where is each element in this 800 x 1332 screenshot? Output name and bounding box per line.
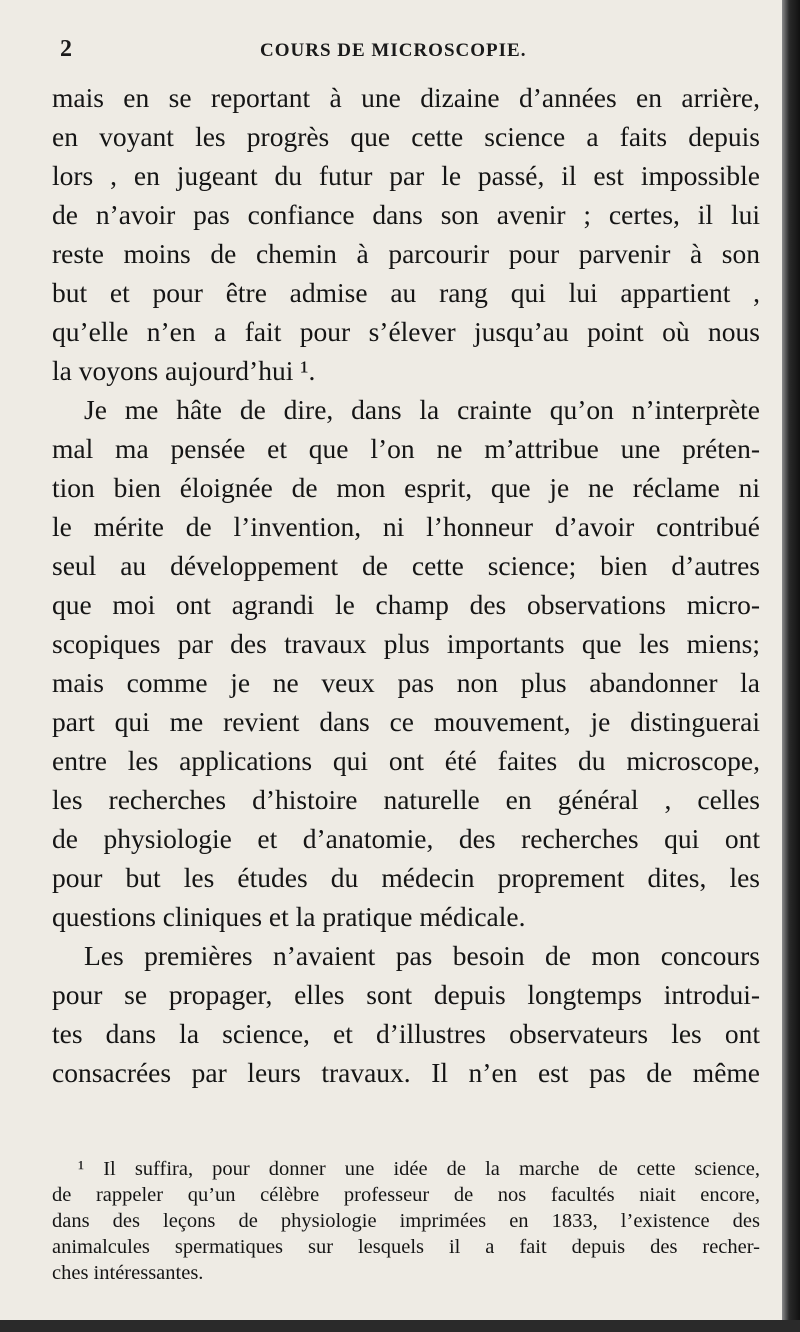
- page-header: [50, 36, 760, 66]
- footnote-line: animalcules spermatiques sur lesquels il a fait depuis des recher-: [52, 1236, 760, 1258]
- footnote-line: ches intéressantes.: [52, 1262, 204, 1284]
- footnote-line: ¹ Il suffira, pour donner une idée de la marche de cette science,: [78, 1158, 760, 1180]
- text-line: scopiques par des travaux plus importants que les miens;: [52, 628, 760, 659]
- text-line: les recherches d’histoire naturelle en général , celles: [52, 784, 760, 815]
- text-line: Je me hâte de dire, dans la crainte qu’on n’interprète: [84, 394, 760, 425]
- text-line: en voyant les progrès que cette science a faits depuis: [52, 121, 760, 152]
- page-number: 2: [60, 36, 72, 62]
- body-text: [52, 78, 760, 1092]
- page-bottom-edge: [0, 1320, 800, 1332]
- text-line: Les premières n’avaient pas besoin de mon concours: [84, 940, 760, 971]
- text-line: entre les applications qui ont été faites du microscope,: [52, 745, 760, 776]
- text-line: lors , en jugeant du futur par le passé, il est impossible: [52, 160, 760, 191]
- text-line: tes dans la science, et d’illustres observateurs les ont: [52, 1018, 760, 1049]
- text-line: pour se propager, elles sont depuis longtemps introdui-: [52, 979, 760, 1010]
- text-line: reste moins de chemin à parcourir pour parvenir à son: [52, 238, 760, 269]
- text-line: mais comme je ne veux pas non plus abandonner la: [52, 667, 760, 698]
- text-line: de physiologie et d’anatomie, des recherches qui ont: [52, 823, 760, 854]
- text-line: seul au développement de cette science; bien d’autres: [52, 550, 760, 581]
- text-line: de n’avoir pas confiance dans son avenir ; certes, il lui: [52, 199, 760, 230]
- footnote-line: de rappeler qu’un célèbre professeur de nos facultés niait encore,: [52, 1184, 760, 1206]
- text-line: mais en se reportant à une dizaine d’années en arrière,: [52, 82, 760, 113]
- text-line: part qui me revient dans ce mouvement, je distinguerai: [52, 706, 760, 737]
- text-line: tion bien éloignée de mon esprit, que je ne réclame ni: [52, 472, 760, 503]
- text-line: consacrées par leurs travaux. Il n’en est pas de même: [52, 1057, 760, 1088]
- text-line: pour but les études du médecin proprement dites, les: [52, 862, 760, 893]
- footnote-line: dans des leçons de physiologie imprimées en 1833, l’existence des: [52, 1210, 760, 1232]
- text-line: mal ma pensée et que l’on ne m’attribue une préten-: [52, 433, 760, 464]
- page-edge-shadow: [782, 0, 800, 1332]
- text-line: la voyons aujourd’hui ¹.: [52, 355, 316, 386]
- text-line: qu’elle n’en a fait pour s’élever jusqu’au point où nous: [52, 316, 760, 347]
- footnotes: [52, 1156, 760, 1286]
- running-head: COURS DE MICROSCOPIE.: [260, 40, 527, 61]
- text-line: questions cliniques et la pratique médicale.: [52, 901, 526, 932]
- text-line: que moi ont agrandi le champ des observations micro-: [52, 589, 760, 620]
- text-line: le mérite de l’invention, ni l’honneur d’avoir contribué: [52, 511, 760, 542]
- text-line: but et pour être admise au rang qui lui appartient ,: [52, 277, 760, 308]
